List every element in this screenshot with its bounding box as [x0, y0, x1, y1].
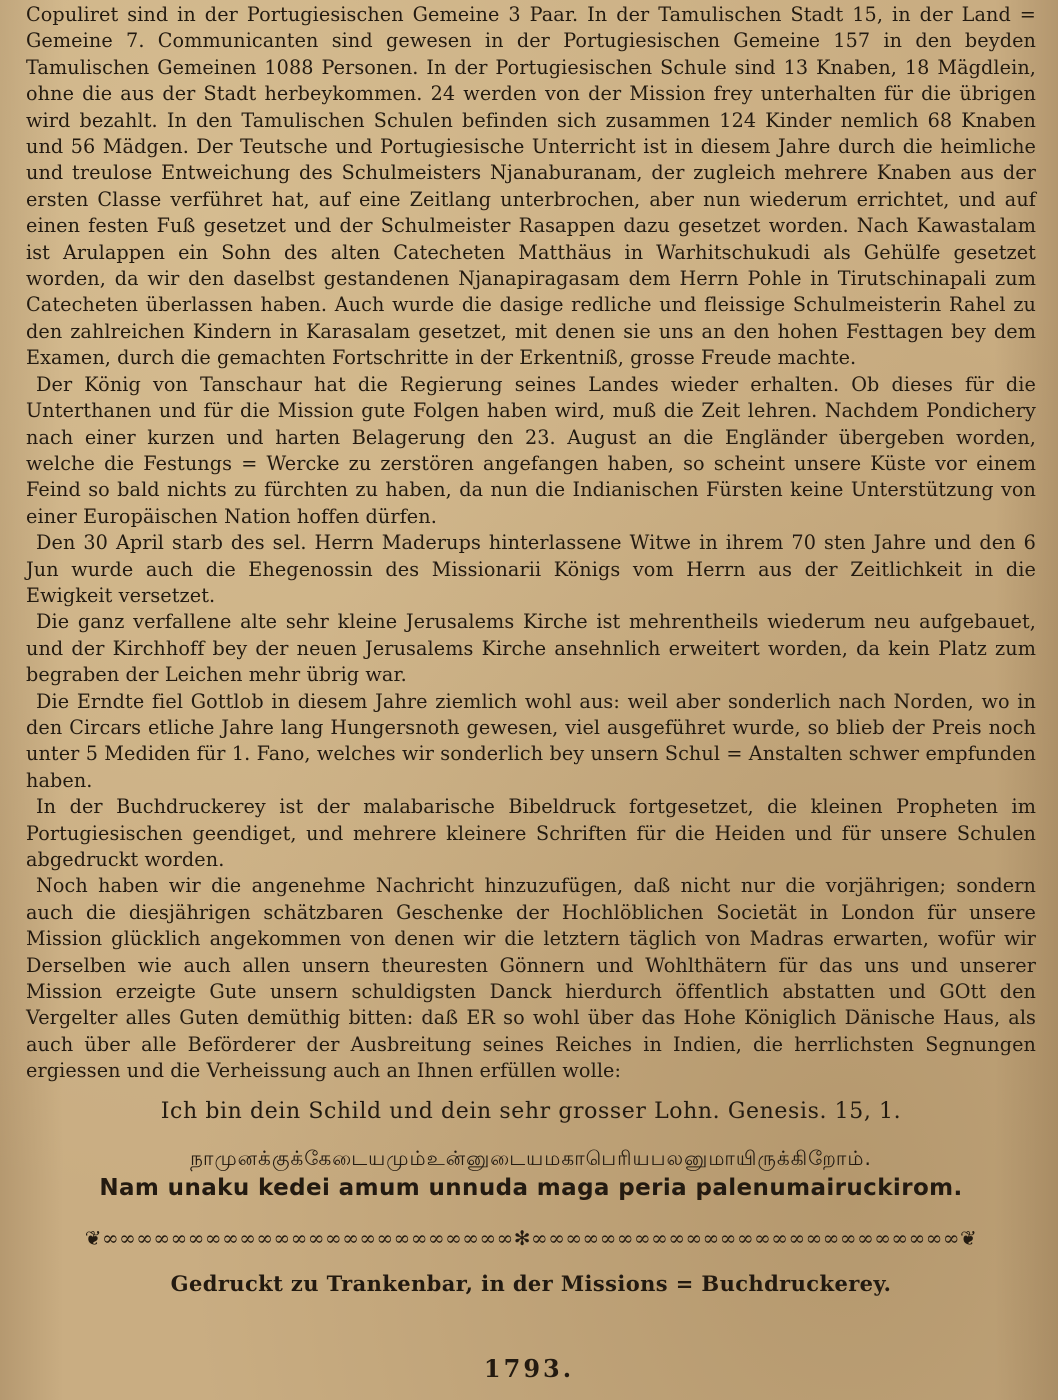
- publication-year: 1793.: [483, 1354, 575, 1383]
- paragraph-statistics: Copuliret sind in der Portugiesischen Gemeine 3 Paar. In der Tamulischen Stadt 15, in der Land = Gemeine 7. Communicanten sind gewesen in der Portugiesischen Gemeine 157 in den beyden Tamulischen Gemeinen 1088 Personen. In der Portugiesischen Schule sind 13 Knaben, 18 Mägdlein, ohne die aus der Stadt herbeykommen. 24 werden von der Mission frey unterhalten für die übrigen wird bezahlt. In den Tamulischen Schulen befinden sich zusammen 124 Kinder nemlich 68 Knaben und 56 Mädgen. Der Teutsche und Portugiesische Unterricht ist in diesem Jahre durch die heimliche und treulose Entweichung des Schulmeisters Njanaburanam, der zugleich mehrere Knaben aus der ersten Classe verführet hat, auf eine Zeitlang unterbrochen, aber nun wiederum errichtet, und auf einen festen Fuß gesetzet und der Schulmeister Rasappen dazu gesetzet worden. Nach Kawastalam ist Arulappen ein Sohn des alten Catecheten Matthäus in Warhitschukudi als Gehülfe gesetzet worden, da wir den daselbst gestandenen Njanapiragasam dem Herrn Pohle in Tirutschinapali zum Catecheten überlassen haben. Auch wurde die dasige redliche und fleissige Schulmeisterin Rahel zu den zahlreichen Kindern in Karasalam gesetzet, mit denen sie uns an den hohen Festtagen bey dem Examen, durch die gemachten Fortschritte in der Erkentniß, grosse Freude machte.: [26, 3, 1036, 370]
- printer-imprint: Gedruckt zu Trankenbar, in der Missions = Buchdruckerey.: [170, 1270, 892, 1296]
- paragraph-tanschaur: Der König von Tanschaur hat die Regierung seines Landes wieder erhalten. Ob dieses für die Unterthanen und für die Mission gute Folgen haben wird, muß die Zeit lehren. Nachdem Pondichery nach einer kurzen und harten Belagerung den 23. August an die Engländer übergeben worden, welche die Festungs = Wercke zu zerstören angefangen haben, so scheint unsere Küste vor einem Feind so bald nichts zu fürchten zu haben, da nun die Indianischen Fürsten keine Unterstützung von einer Europäischen Nation hoffen dürfen.: [26, 372, 1036, 528]
- paragraph-deaths: Den 30 April starb des sel. Herrn Maderups hinterlassene Witwe in ihrem 70 sten Jahre und den 6 Jun wurde auch die Ehegenossin des Missionarii Königs vom Herrn aus der Zeitlichkeit in die Ewigkeit versetzet.: [26, 531, 1036, 607]
- paragraph-printing: In der Buchdruckerey ist der malabarische Bibeldruck fortgesetzet, die kleinen Propheten im Portugiesischen geendiget, und mehrere kleinere Schriften für die Heiden und für unsere Schulen abgedruckt worden.: [26, 795, 1036, 871]
- paragraph-thanks: Noch haben wir die angenehme Nachricht hinzuzufügen, daß nicht nur die vorjährigen; sondern auch die diesjährigen schätzbaren Geschenke der Hochlöblichen Societät in London für unsere Mission glücklich angekommen von denen wir die letztern täglich von Madras erwarten, wofür wir Derselben wie auch allen unsern theuresten Gönnern und Wohlthätern für das uns und unserer Mission erzeigte Gute unsern schuldigsten Danck hierdurch öffentlich abstatten und GOtt den Vergelter alles Guten demüthig bitten: daß ER so wohl über das Hohe Königlich Dänische Haus, als auch über alle Beförderer der Ausbreitung seines Reiches in Indien, die herrlichsten Segnungen ergiessen und die Verheissung auch an Ihnen erfüllen wolle:: [26, 874, 1036, 1083]
- document-page: [26, 2, 1036, 1296]
- transliteration-line: Nam unaku kedei amum unnuda maga peria palenumairuckirom.: [99, 1174, 963, 1201]
- scripture-quote: Ich bin dein Schild und dein sehr grosser Lohn. Genesis. 15, 1.: [160, 1098, 902, 1124]
- ornament-divider: ❦∞∞∞∞∞∞∞∞∞∞∞∞∞∞∞∞∞∞∞∞∞∞∞∞✻∞∞∞∞∞∞∞∞∞∞∞∞∞∞∞∞∞∞∞∞∞∞∞∞∞❦: [84, 1225, 978, 1250]
- paragraph-harvest: Die Erndte fiel Gottlob in diesem Jahre ziemlich wohl aus: weil aber sonderlich nach Norden, wo in den Circars etliche Jahre lang Hungersnoth gewesen, viel ausgeführet wurde, so blieb der Preis noch unter 5 Mediden für 1. Fano, welches wir sonderlich bey unsern Schul = Anstalten schwer empfunden haben.: [26, 689, 1036, 792]
- paragraph-church: Die ganz verfallene alte sehr kleine Jerusalems Kirche ist mehrentheils wiederum neu aufgebauet, und der Kirchhoff bey der neuen Jerusalems Kirche ansehnlich erweitert worden, da kein Platz zum begraben der Leichen mehr übrig war.: [26, 610, 1036, 687]
- tamil-verse: நாமுனக்குக்கேடையமும்உன்னுடையமகாபெரியபலனுமாயிருக்கிறோம்.: [190, 1145, 872, 1170]
